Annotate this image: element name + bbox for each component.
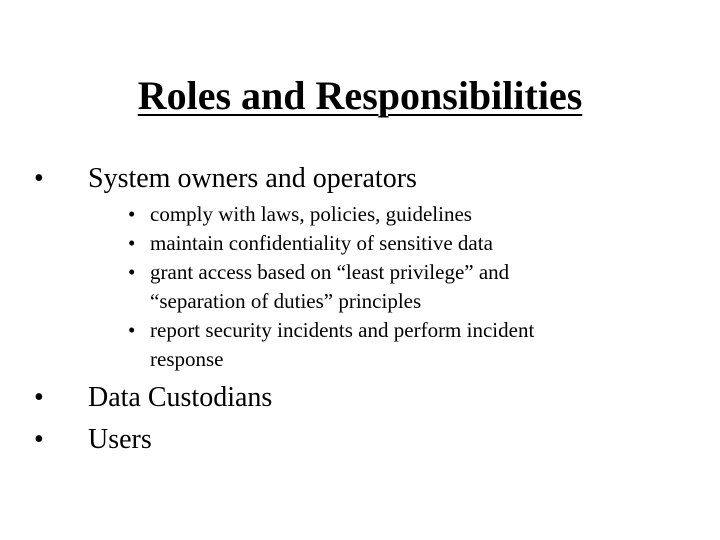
bullet-dot: • bbox=[128, 231, 136, 255]
bullet-dot: • bbox=[34, 382, 44, 413]
bullet-dot: • bbox=[128, 318, 136, 342]
sub-bullet-grant-access bbox=[128, 258, 608, 316]
sub-bullet-list bbox=[128, 200, 608, 374]
sub-bullet-text: report security incidents and perform incident response bbox=[150, 318, 535, 371]
sub-bullet-text: grant access based on “least privilege” and “separation of duties” principles bbox=[150, 260, 510, 313]
slide-title: Roles and Responsibilities bbox=[137, 73, 583, 118]
bullet-text: System owners and operators bbox=[88, 163, 417, 194]
bullet-dot: • bbox=[128, 202, 136, 226]
bullet-dot: • bbox=[34, 424, 44, 455]
sub-bullet-report-incidents bbox=[128, 316, 608, 374]
sub-bullet-text: comply with laws, policies, guidelines bbox=[150, 202, 472, 226]
sub-bullet-confidentiality bbox=[128, 229, 608, 258]
bullet-data-custodians bbox=[34, 381, 272, 415]
sub-bullet-comply bbox=[128, 200, 608, 229]
bullet-text: Data Custodians bbox=[88, 382, 273, 413]
bullet-dot: • bbox=[128, 260, 136, 284]
bullet-dot: • bbox=[34, 163, 44, 194]
bullet-text: Users bbox=[88, 424, 152, 455]
bullet-system-owners bbox=[34, 162, 417, 196]
bullet-users bbox=[34, 423, 152, 457]
sub-bullet-text: maintain confidentiality of sensitive data bbox=[150, 231, 493, 255]
